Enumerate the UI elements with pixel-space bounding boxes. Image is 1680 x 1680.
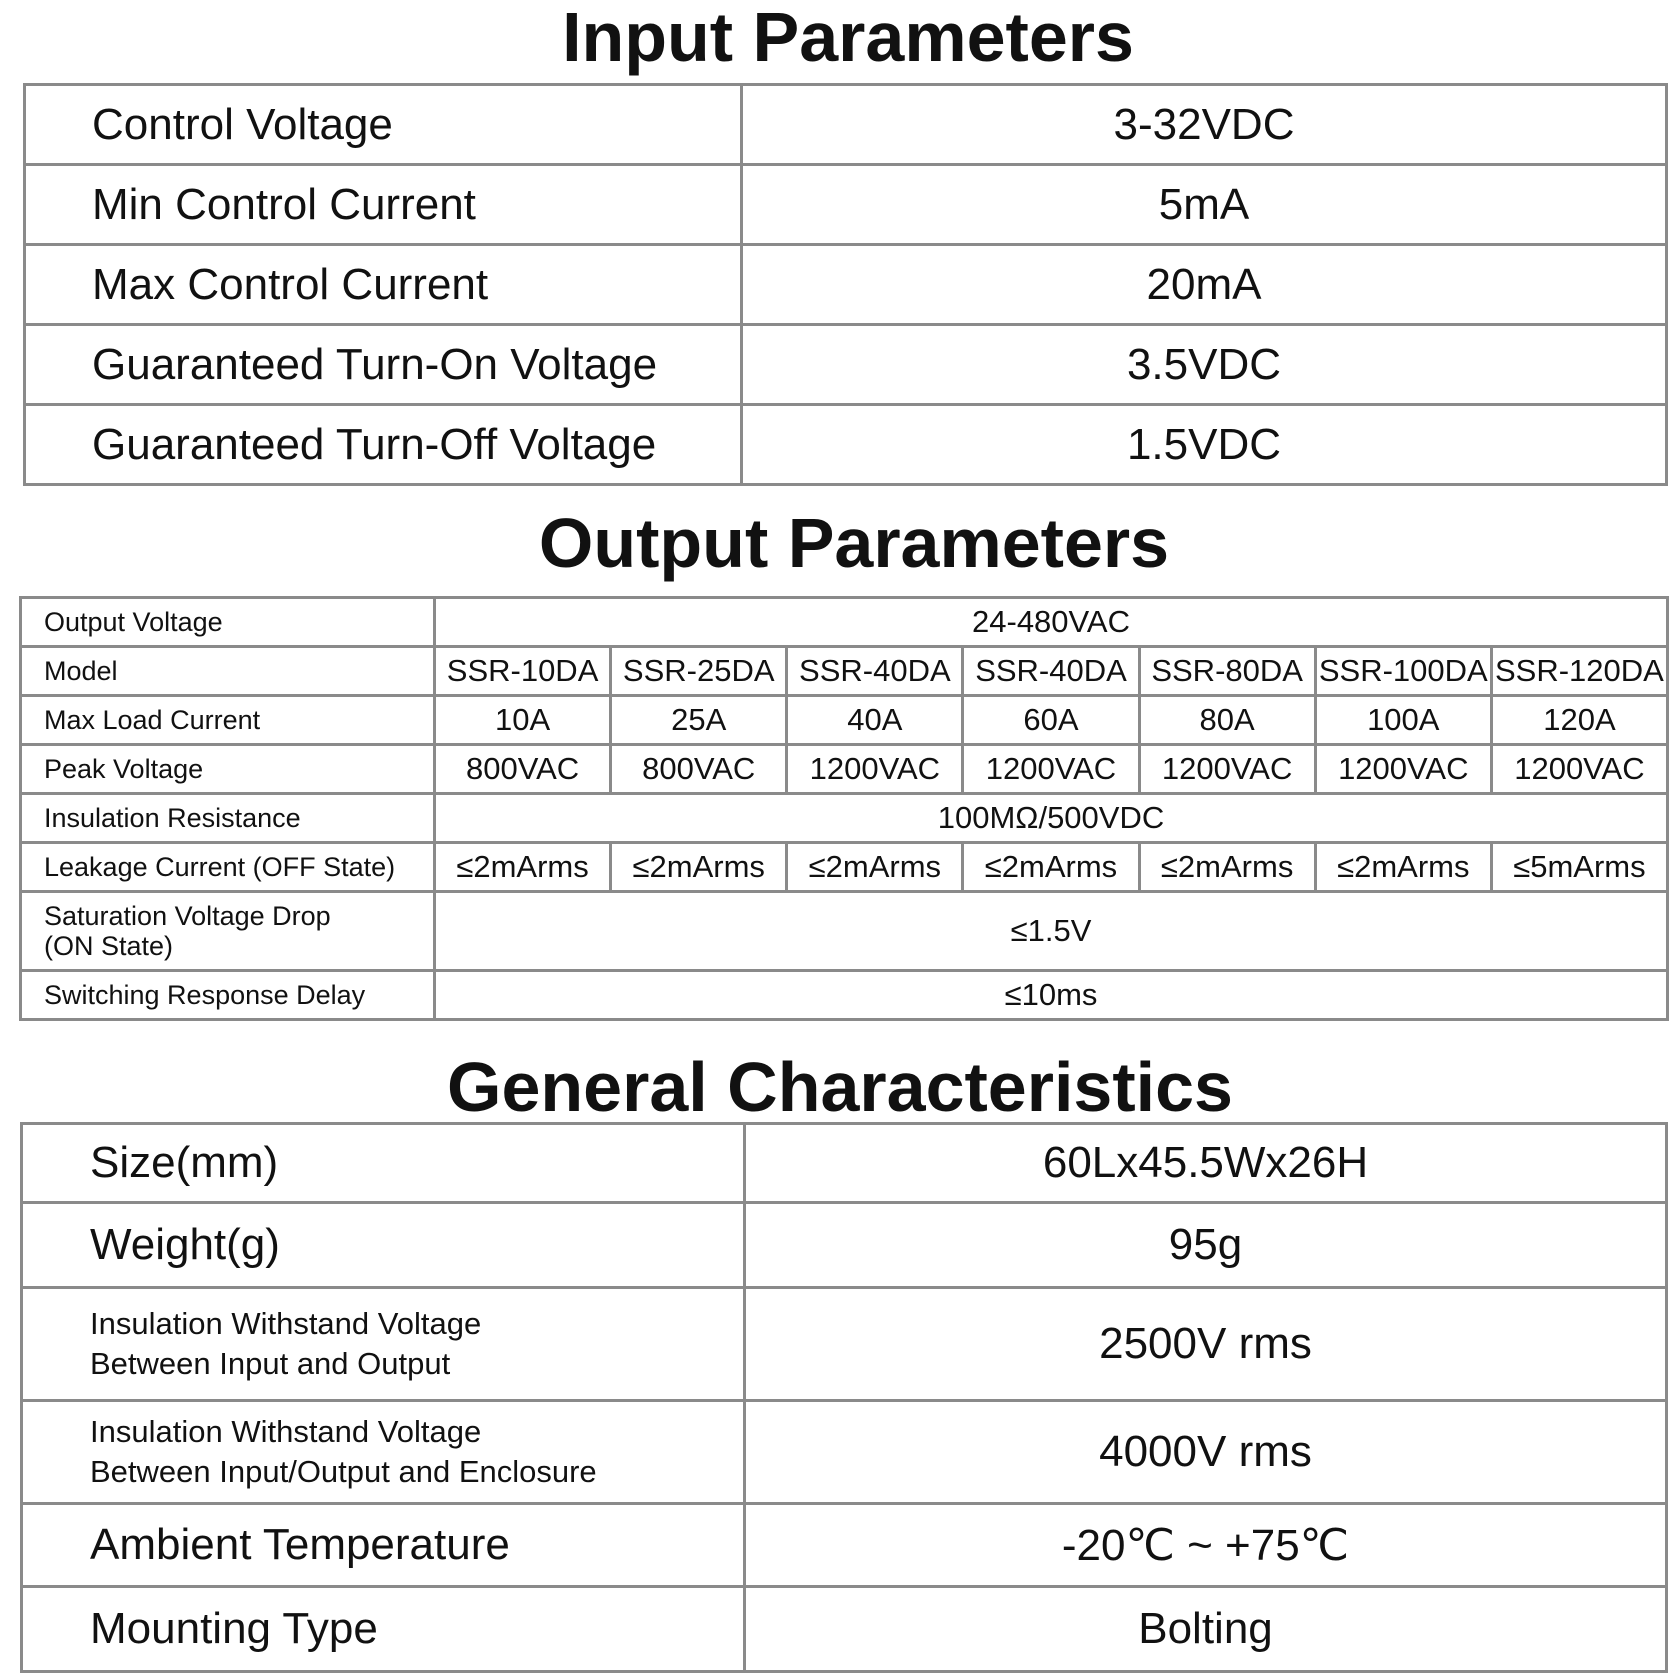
insulation-enclosure-label-line1: Insulation Withstand Voltage xyxy=(90,1414,482,1449)
leakage-current-cell: ≤2mArms xyxy=(1315,843,1491,892)
leakage-current-cell: ≤2mArms xyxy=(435,843,611,892)
table-row xyxy=(25,325,1667,405)
model-label: Model xyxy=(21,647,435,696)
table-row xyxy=(25,165,1667,245)
model-cell: SSR-10DA xyxy=(435,647,611,696)
output-parameters-title: Output Parameters xyxy=(538,504,1170,582)
insulation-io-label xyxy=(22,1288,745,1401)
saturation-voltage-value: ≤1.5V xyxy=(435,892,1668,971)
model-cell: SSR-40DA xyxy=(787,647,963,696)
table-row xyxy=(21,892,1668,971)
turn-off-voltage-label: Guaranteed Turn-Off Voltage xyxy=(25,405,742,485)
peak-voltage-cell: 1200VAC xyxy=(787,745,963,794)
peak-voltage-cell: 1200VAC xyxy=(1491,745,1667,794)
turn-on-voltage-value: 3.5VDC xyxy=(742,325,1667,405)
table-row xyxy=(21,696,1668,745)
leakage-current-cell: ≤2mArms xyxy=(963,843,1139,892)
saturation-voltage-label-line2: (ON State) xyxy=(44,931,174,961)
max-control-current-label: Max Control Current xyxy=(25,245,742,325)
insulation-io-value: 2500V rms xyxy=(745,1288,1667,1401)
min-control-current-value: 5mA xyxy=(742,165,1667,245)
ambient-temperature-value: -20℃ ~ +75℃ xyxy=(745,1504,1667,1587)
leakage-current-cell: ≤5mArms xyxy=(1491,843,1667,892)
table-row xyxy=(21,598,1668,647)
max-load-current-cell: 100A xyxy=(1315,696,1491,745)
max-load-current-cell: 25A xyxy=(611,696,787,745)
table-row xyxy=(21,794,1668,843)
leakage-current-cell: ≤2mArms xyxy=(787,843,963,892)
mounting-type-label: Mounting Type xyxy=(22,1587,745,1672)
peak-voltage-cell: 800VAC xyxy=(435,745,611,794)
max-control-current-value: 20mA xyxy=(742,245,1667,325)
table-row xyxy=(25,245,1667,325)
ambient-temperature-label: Ambient Temperature xyxy=(22,1504,745,1587)
turn-off-voltage-value: 1.5VDC xyxy=(742,405,1667,485)
max-load-current-cell: 120A xyxy=(1491,696,1667,745)
insulation-io-label-line2: Between Input and Output xyxy=(90,1346,451,1381)
table-row xyxy=(21,843,1668,892)
leakage-current-label: Leakage Current (OFF State) xyxy=(21,843,435,892)
size-label: Size(mm) xyxy=(22,1124,745,1203)
model-cell: SSR-120DA xyxy=(1491,647,1667,696)
table-row xyxy=(22,1203,1667,1288)
control-voltage-value: 3-32VDC xyxy=(742,85,1667,165)
peak-voltage-cell: 1200VAC xyxy=(1139,745,1315,794)
output-voltage-label: Output Voltage xyxy=(21,598,435,647)
peak-voltage-label: Peak Voltage xyxy=(21,745,435,794)
output-parameters-table xyxy=(19,596,1669,1021)
table-row xyxy=(25,405,1667,485)
weight-label: Weight(g) xyxy=(22,1203,745,1288)
size-value: 60Lx45.5Wx26H xyxy=(745,1124,1667,1203)
table-row xyxy=(21,745,1668,794)
max-load-current-cell: 40A xyxy=(787,696,963,745)
insulation-io-label-line1: Insulation Withstand Voltage xyxy=(90,1306,482,1341)
general-characteristics-table xyxy=(20,1122,1668,1673)
switching-delay-label: Switching Response Delay xyxy=(21,971,435,1020)
max-load-current-cell: 10A xyxy=(435,696,611,745)
table-row xyxy=(22,1504,1667,1587)
turn-on-voltage-label: Guaranteed Turn-On Voltage xyxy=(25,325,742,405)
leakage-current-cell: ≤2mArms xyxy=(1139,843,1315,892)
input-parameters-title: Input Parameters xyxy=(562,0,1134,76)
insulation-enclosure-label xyxy=(22,1401,745,1504)
table-row xyxy=(21,647,1668,696)
model-cell: SSR-100DA xyxy=(1315,647,1491,696)
max-load-current-cell: 80A xyxy=(1139,696,1315,745)
model-cell: SSR-40DA xyxy=(963,647,1139,696)
input-parameters-table xyxy=(23,83,1668,486)
weight-value: 95g xyxy=(745,1203,1667,1288)
table-row xyxy=(22,1288,1667,1401)
mounting-type-value: Bolting xyxy=(745,1587,1667,1672)
table-row xyxy=(25,85,1667,165)
peak-voltage-cell: 1200VAC xyxy=(1315,745,1491,794)
peak-voltage-cell: 800VAC xyxy=(611,745,787,794)
table-row xyxy=(21,971,1668,1020)
max-load-current-label: Max Load Current xyxy=(21,696,435,745)
table-row xyxy=(22,1401,1667,1504)
peak-voltage-cell: 1200VAC xyxy=(963,745,1139,794)
model-cell: SSR-25DA xyxy=(611,647,787,696)
output-voltage-value: 24-480VAC xyxy=(435,598,1668,647)
saturation-voltage-label xyxy=(21,892,435,971)
insulation-enclosure-label-line2: Between Input/Output and Enclosure xyxy=(90,1454,597,1489)
insulation-resistance-value: 100MΩ/500VDC xyxy=(435,794,1668,843)
min-control-current-label: Min Control Current xyxy=(25,165,742,245)
saturation-voltage-label-line1: Saturation Voltage Drop xyxy=(44,901,331,931)
leakage-current-cell: ≤2mArms xyxy=(611,843,787,892)
general-characteristics-title: General Characteristics xyxy=(447,1048,1233,1126)
switching-delay-value: ≤10ms xyxy=(435,971,1668,1020)
table-row xyxy=(22,1124,1667,1203)
insulation-resistance-label: Insulation Resistance xyxy=(21,794,435,843)
table-row xyxy=(22,1587,1667,1672)
model-cell: SSR-80DA xyxy=(1139,647,1315,696)
insulation-enclosure-value: 4000V rms xyxy=(745,1401,1667,1504)
control-voltage-label: Control Voltage xyxy=(25,85,742,165)
max-load-current-cell: 60A xyxy=(963,696,1139,745)
